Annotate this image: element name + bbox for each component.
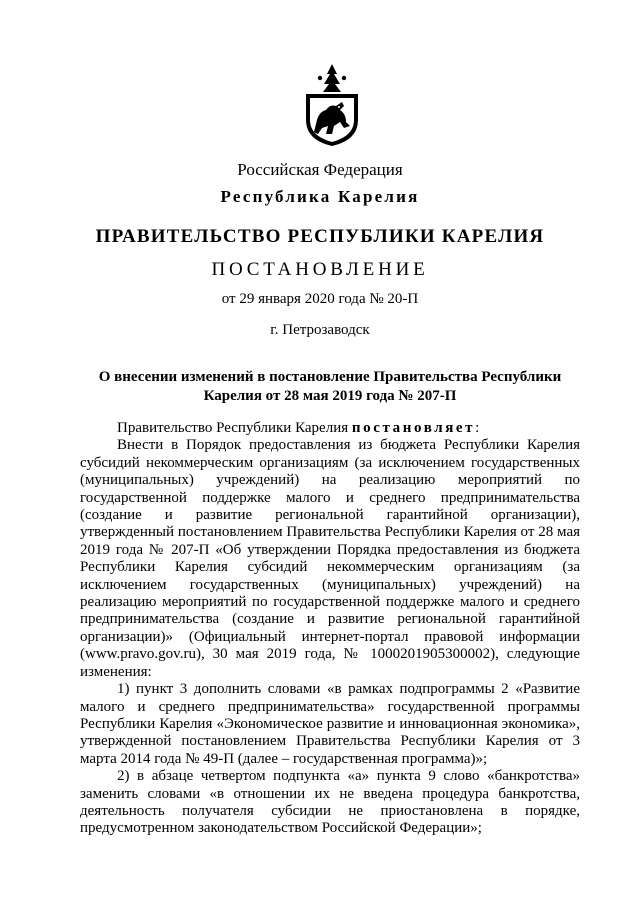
government-title: ПРАВИТЕЛЬСТВО РЕСПУБЛИКИ КАРЕЛИЯ [95, 226, 545, 247]
document-date-number: от 29 января 2020 года № 20-П [221, 291, 419, 307]
intro-paragraph [80, 420, 580, 437]
intro-tail: : [475, 420, 480, 436]
list-item-2: 2) в абзаце четвертом подпункта «а» пункта 9 слово «банкротства» заменить словами «в отношении их не введена процедура банкротства, деятельность получателя субсидии не приостановлена в порядке, предусмотренном законодательством Российской Федерации»; [80, 768, 580, 837]
list-item-1: 1) пункт 3 дополнить словами «в рамках подпрограммы 2 «Развитие малого и среднего предпринимательства» государственной программы Республики Карелия «Экономическое развитие и инновационная экономика», утвержденной постановлением Правительства Республики Карелия от 3 марта 2014 года № 49-П (далее – государственная программа)»; [80, 681, 580, 767]
karelia-coat-of-arms-icon [296, 62, 368, 148]
document-body [80, 420, 580, 838]
document-type: ПОСТАНОВЛЕНИЕ [211, 259, 429, 280]
document-subject: О внесении изменений в постановление Правительства Республики Карелия от 28 мая 2019 года № 207-П [98, 369, 562, 404]
paragraph-1: Внести в Порядок предоставления из бюджета Республики Карелия субсидий некоммерческим организациям (за исключением государственных (муниципальных) учреждений) на реализацию мероприятий по государственной поддержке малого и среднего предпринимательства (создание и развитие региональной гарантийной организации), утвержденный постановлением Правительства Республики Карелия от 28 мая 2019 года № 207-П «Об утверждении Порядка предоставления из бюджета Республики Карелия субсидий некоммерческим организациям (за исключением государственных (муниципальных) учреждений) на реализацию мероприятий по государственной поддержке малого и среднего предпринимательства (создание и развитие региональной гарантийной организации)» (Официальный интернет-портал правовой информации (www.pravo.gov.ru), 30 мая 2019 года, № 1000201905300002), следующие изменения: [80, 437, 580, 680]
republic-name: Республика Карелия [220, 187, 420, 206]
intro-verb: постановляет [351, 420, 476, 436]
document-city: г. Петрозаводск [270, 322, 370, 338]
country-name: Российская Федерация [237, 160, 403, 179]
intro-lead: Правительство Республики Карелия [117, 420, 352, 436]
